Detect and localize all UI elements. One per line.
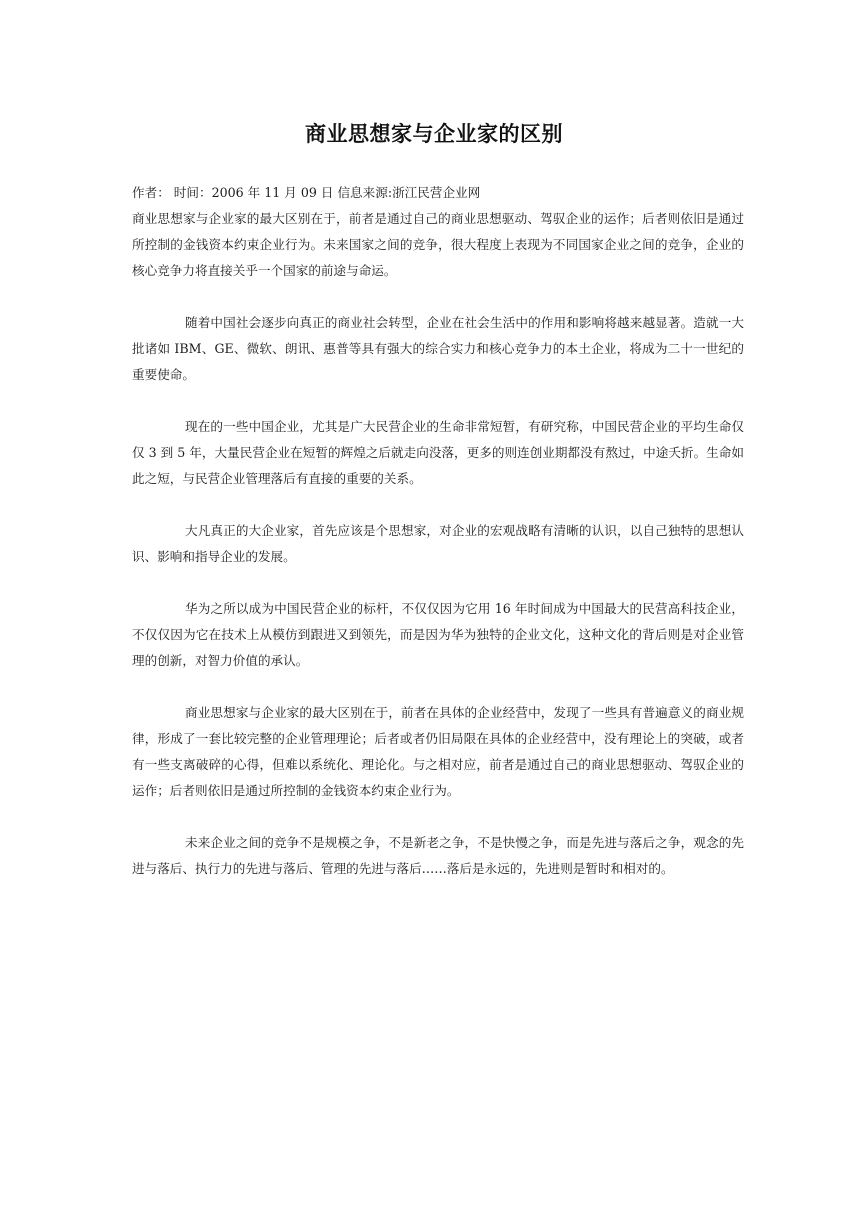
paragraph-2: 随着中国社会逐步向真正的商业社会转型，企业在社会生活中的作用和影响将越来越显著。造就一大批诸如 IBM、GE、微软、朗讯、惠普等具有强大的综合实力和核心竞争力的本土企业，将成为二十一世纪的重要使命。 [132,315,744,382]
paragraph-1: 商业思想家与企业家的最大区别在于，前者是通过自己的商业思想驱动、驾驭企业的运作；后者则依旧是通过所控制的金钱资本约束企业行为。未来国家之间的竞争，很大程度上表现为不同国家企业之间的竞争，企业的核心竞争力将直接关乎一个国家的前途与命运。 [132,211,744,278]
paragraph-6: 商业思想家与企业家的最大区别在于，前者在具体的企业经营中，发现了一些具有普遍意义的商业规律，形成了一套比较完整的企业管理理论；后者或者仍旧局限在具体的企业经营中，没有理论上的突破，或者有一些支离破碎的心得，但难以系统化、理论化。与之相对应，前者是通过自己的商业思想驱动、驾驭企业的运作；后者则依旧是通过所控制的金钱资本约束企业行为。 [132,705,744,798]
paragraph-7: 未来企业之间的竞争不是规模之争，不是新老之争，不是快慢之争，而是先进与落后之争，观念的先进与落后、执行力的先进与落后、管理的先进与落后……落后是永远的，先进则是暂时和相对的。 [132,835,744,876]
paragraph-5: 华为之所以成为中国民营企业的标杆，不仅仅因为它用 16 年时间成为中国最大的民营高科技企业，不仅仅因为它在技术上从模仿到跟进又到领先，而是因为华为独特的企业文化，这种文化的背后则是对企业管理的创新，对智力价值的承认。 [132,601,744,668]
paragraph-4: 大凡真正的大企业家，首先应该是个思想家，对企业的宏观战略有清晰的认识，以自己独特的思想认识、影响和指导企业的发展。 [132,523,744,564]
article-meta: 作者： 时间：2006 年 11 月 09 日 信息来源:浙江民营企业网 [132,185,481,200]
paragraph-3: 现在的一些中国企业，尤其是广大民营企业的生命非常短暂，有研究称，中国民营企业的平均生命仅仅 3 到 5 年，大量民营企业在短暂的辉煌之后就走向没落，更多的则连创业期都没有熬过，中途夭折。生命如此之短，与民营企业管理落后有直接的重要的关系。 [132,419,744,486]
article-body [132,180,744,882]
document-title: 商业思想家与企业家的区别 [305,122,563,146]
